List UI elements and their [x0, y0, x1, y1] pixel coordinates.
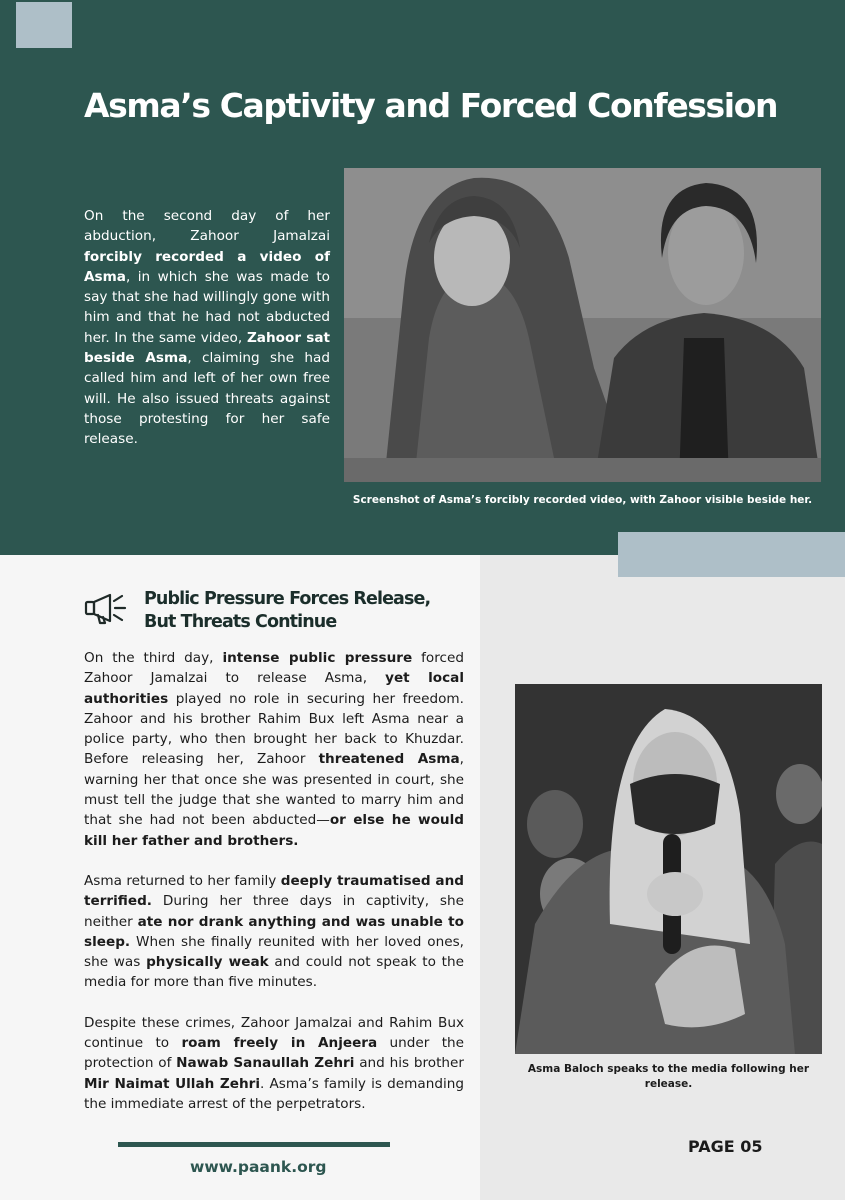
section-heading — [144, 588, 430, 634]
footer-website-link[interactable]: www.paank.org — [190, 1158, 327, 1176]
footer-divider — [118, 1142, 390, 1147]
video-screenshot-photo — [344, 168, 821, 482]
page-title: Asma’s Captivity and Forced Confession — [84, 86, 778, 125]
section-heading-line-2: But Threats Continue — [144, 612, 337, 632]
decorative-accent-block — [618, 532, 845, 577]
article-body — [84, 648, 464, 1134]
video-screenshot-caption: Screenshot of Asma’s forcibly recorded video, with Zahoor visible beside her. — [352, 494, 813, 506]
page-number: PAGE 05 — [688, 1137, 763, 1156]
body-paragraph: On the third day, intense public pressure forced Zahoor Jamalzai to release Asma, yet local authorities played no role in securing her freedom. Zahoor and his brother Rahim Bux left Asma near a police party, who then brought her back to Khuzdar. Before releasing her, Zahoor threatened Asma, warning her that once she was presented in court, she must tell the judge that she wanted to marry him and that she had not been abducted—or else he would kill her father and brothers. — [84, 650, 464, 849]
media-interview-photo — [515, 684, 822, 1054]
megaphone-icon — [84, 591, 128, 627]
decorative-corner-square — [16, 2, 72, 48]
intro-paragraph: On the second day of her abduction, Zahoor Jamalzai forcibly recorded a video of Asma, in which she was made to say that she had willingly gone with him and that he had not abducted her. In the same video, Zahoor sat beside Asma, claiming she had called him and left of her own free will. He also issued threats against those protesting for her safe release. — [84, 208, 330, 448]
body-paragraph: Asma returned to her family deeply traumatised and terrified. During her three days in captivity, she neither ate nor drank anything and was unable to sleep. When she finally reunited with her loved ones, she was physically weak and could not speak to the media for more than five minutes. — [84, 872, 464, 991]
media-interview-caption: Asma Baloch speaks to the media following her release. — [527, 1063, 810, 1090]
section-heading-line-1: Public Pressure Forces Release, — [144, 589, 431, 609]
body-paragraph: Despite these crimes, Zahoor Jamalzai and Rahim Bux continue to roam freely in Anjeera under the protection of Nawab Sanaullah Zehri and his brother Mir Naimat Ullah Zehri. Asma’s family is demanding the immediate arrest of the perpetrators. — [84, 1014, 465, 1112]
